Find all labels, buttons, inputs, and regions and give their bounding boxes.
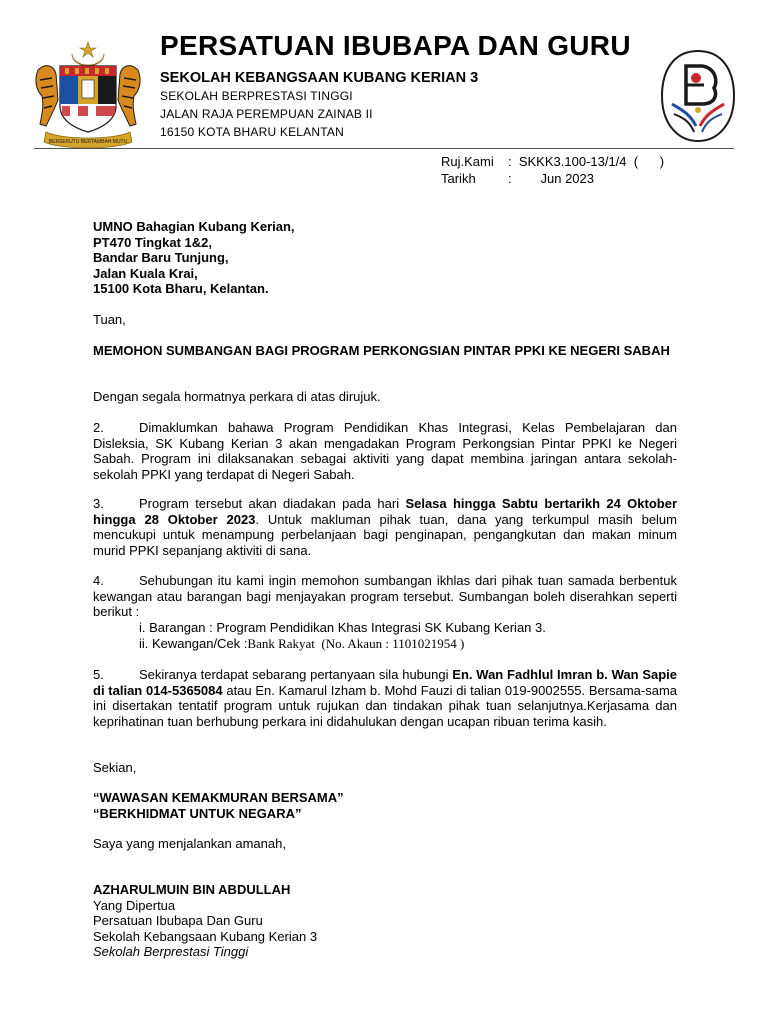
date-label: Tarikh [441, 171, 476, 186]
paragraph-number: 2. [93, 420, 104, 435]
paragraph-text: Dimaklumkan bahawa Program Pendidikan Khas Integrasi, Kelas Pembelajaran dan Disleksia, SK Kubang Kerian 3 akan mengadakan Program Perkongsian Pintar PPKI ke Negeri Sabah. Program ini dilaksanakan sebagai aktiviti yang dapat membina jaringan antara sekolah-sekolah PPKI yang terdapat di Negeri Sabah. [93, 420, 677, 482]
paragraph-text: atau En. Kamarul Izham b. Mohd Fauzi di talian 019-9002555. Bersama-sama ini disertakan tentatif program untuk rujukan dan tindakan pihak tuan selanjutnya.Kerjasama dan keprihatinan tuan berhubung perkara ini didahulukan dengan ucapan ribuan terima kasih. [93, 682, 678, 729]
motto-line-1: “WAWASAN KEMAKMURAN BERSAMA” [93, 790, 344, 805]
opening-line: Dengan segala hormatnya perkara di atas dirujuk. [93, 389, 381, 404]
signature-block [93, 882, 317, 960]
paragraph-text: . Untuk makluman pihak tuan, dana yang terkumpul masih belum mencukupi untuk menampung perbelanjaan bagi penginapan, pengangkutan dan makan minum murid PPKI sepanjang aktiviti di sana. [93, 511, 677, 558]
recipient-line: Jalan Kuala Krai, [93, 265, 198, 281]
date-value: : Jun 2023 [508, 171, 594, 186]
paragraph-text: Sehubungan itu kami ingin memohon sumbangan ikhlas dari pihak tuan samada berbentuk kewangan atau barangan bagi menjayakan program tersebut. Sumbangan boleh diserahkan seperti berikut : [93, 573, 677, 619]
paragraph-2 [93, 420, 677, 482]
subject-heading: MEMOHON SUMBANGAN BAGI PROGRAM PERKONGSIAN PINTAR PPKI KE NEGERI SABAH [93, 343, 670, 358]
ref-value: : SKKK3.100-13/1/4 ( ) [508, 154, 665, 169]
paragraph-number: 4. [93, 573, 104, 588]
paragraph-text: Program tersebut akan diadakan pada hari [139, 496, 406, 511]
ref-label: Ruj.Kami [441, 154, 494, 169]
recipient-line: UMNO Bahagian Kubang Kerian, [93, 219, 295, 234]
paragraph-3 [93, 496, 677, 558]
donation-item-label: ii. Kewangan/Cek : [139, 636, 248, 651]
letterhead-line-2: JALAN RAJA PEREMPUAN ZAINAB II [160, 107, 373, 121]
account-number: (No. Akaun : 1101021954 ) [314, 636, 465, 651]
paragraph-4 [93, 573, 677, 620]
paragraph-text: Sekiranya terdapat sebarang pertanyaan sila hubungi [139, 667, 453, 682]
letterhead-line-1: SEKOLAH BERPRESTASI TINGGI [160, 89, 353, 103]
bank-name: Bank Rakyat [247, 636, 315, 651]
signatory-line: Sekolah Kebangsaan Kubang Kerian 3 [93, 928, 318, 944]
paragraph-number: 5. [93, 667, 104, 682]
org-title: PERSATUAN IBUBAPA DAN GURU [160, 30, 631, 61]
amanah-line: Saya yang menjalankan amanah, [93, 836, 286, 851]
signatory-name: AZHARULMUIN BIN ABDULLAH [93, 882, 291, 897]
letterhead-line-3: 16150 KOTA BHARU KELANTAN [160, 125, 344, 139]
salutation: Tuan, [93, 312, 126, 327]
donation-item-2 [139, 636, 464, 652]
signatory-line: Persatuan Ibubapa Dan Guru [93, 913, 263, 928]
crest-motto: BERSEKUTU BERTAMBAH MUTU [48, 139, 128, 145]
recipient-line: Bandar Baru Tunjung, [93, 250, 229, 265]
school-emblem-icon [660, 48, 736, 144]
paragraph-5 [93, 667, 677, 729]
donation-item-1: i. Barangan : Program Pendidikan Khas Integrasi SK Kubang Kerian 3. [139, 620, 546, 635]
event-dates: Selasa hingga Sabtu bertarikh 24 Oktober hingga 28 Oktober 2023 [93, 496, 677, 527]
recipient-line: PT470 Tingkat 1&2, [93, 234, 212, 250]
motto-line-2: “BERKHIDMAT UNTUK NEGARA” [93, 806, 302, 821]
signatory-line: Yang Dipertua [93, 897, 176, 913]
recipient-line: 15100 Kota Bharu, Kelantan. [93, 281, 269, 296]
recipient-address [93, 219, 295, 297]
contact-person: En. Wan Fadhlul Imran b. Wan Sapie di talian 014-5365084 [93, 667, 678, 698]
coat-of-arms-icon [32, 40, 144, 152]
signatory-line: Sekolah Berprestasi Tinggi [93, 944, 249, 959]
closing: Sekian, [93, 760, 137, 775]
letterhead-divider [34, 148, 734, 149]
paragraph-number: 3. [93, 496, 104, 511]
school-name: SEKOLAH KEBANGSAAN KUBANG KERIAN 3 [160, 70, 479, 86]
